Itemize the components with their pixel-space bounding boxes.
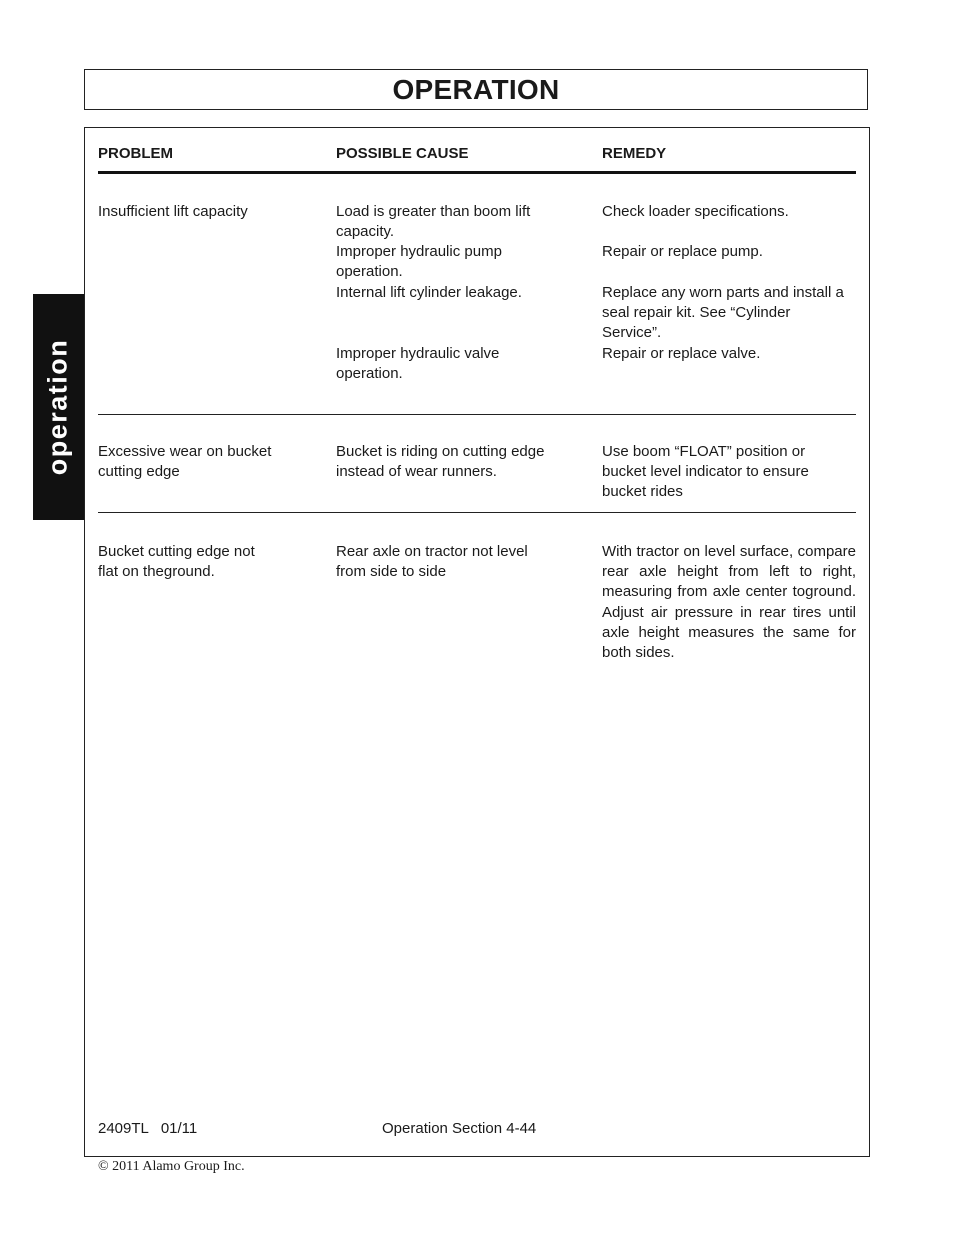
row1-cause-1: Load is greater than boom lift capacity.	[336, 203, 531, 241]
row-divider-2	[98, 512, 856, 513]
row2-remedy-1: Use boom “FLOAT” position or bucket level indicator to ensure bucket rides	[602, 443, 809, 501]
row1-remedy-2: Repair or replace pump.	[602, 243, 763, 260]
column-header-possible-cause: POSSIBLE CAUSE	[336, 145, 469, 162]
header-divider	[98, 171, 856, 174]
side-section-tab	[33, 294, 84, 520]
row2-cause-1: Bucket is riding on cutting edge instead of wear runners.	[336, 443, 545, 481]
footer-section: Operation Section 4-44	[382, 1120, 537, 1137]
column-header-problem: PROBLEM	[98, 145, 173, 162]
footer-model-date: 2409TL 01/11	[98, 1120, 198, 1137]
row-divider-1	[98, 414, 856, 415]
row1-remedy-4: Repair or replace valve.	[602, 345, 761, 362]
row1-cause-2: Improper hydraulic pump operation.	[336, 243, 502, 281]
row1-remedy-3: Replace any worn parts and install a seal repair kit. See “Cylinder Service”.	[602, 284, 844, 342]
row3-cause-1: Rear axle on tractor not level from side to side	[336, 543, 528, 581]
row1-problem: Insufficient lift capacity	[98, 203, 248, 220]
row2-problem: Excessive wear on bucket cutting edge	[98, 443, 272, 481]
row1-cause-4: Improper hydraulic valve operation.	[336, 345, 500, 383]
row1-cause-3: Internal lift cylinder leakage.	[336, 284, 522, 301]
row3-problem: Bucket cutting edge not flat on theground.	[98, 543, 255, 581]
page-title-box	[84, 69, 868, 110]
footer-copyright: © 2011 Alamo Group Inc.	[98, 1159, 245, 1174]
row1-remedy-1: Check loader specifications.	[602, 203, 789, 220]
page-title: OPERATION	[392, 73, 560, 105]
column-header-remedy: REMEDY	[602, 145, 667, 162]
side-tab-label: operation	[42, 338, 73, 476]
row3-remedy-1: With tractor on level surface, compare rear axle height from left to right, measuring from axle center toground. Adjust air pressure in rear tires until axle height measures the same for both sides.	[602, 543, 856, 662]
